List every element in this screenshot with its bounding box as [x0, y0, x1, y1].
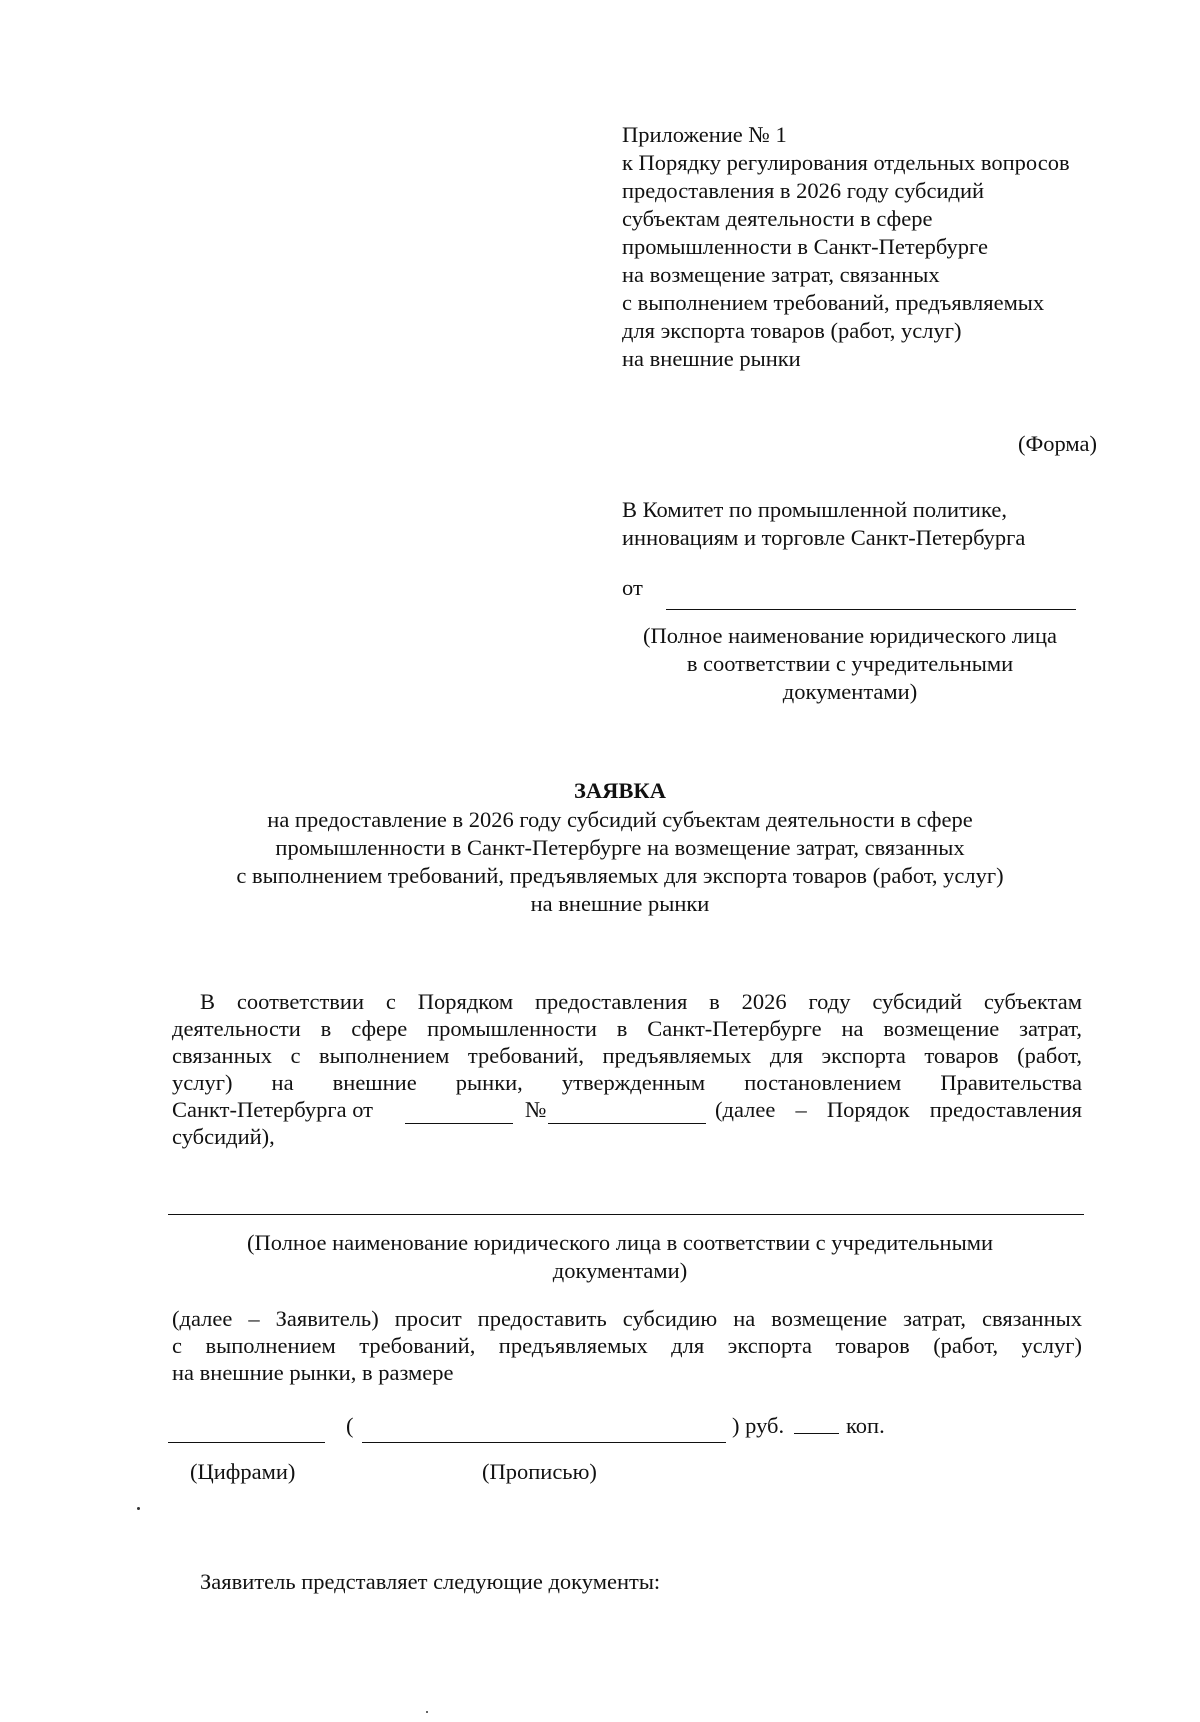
- kop-blank-line[interactable]: [794, 1433, 839, 1434]
- addressee-line: В Комитет по промышленной политике,: [622, 497, 1007, 522]
- number-blank-line[interactable]: [548, 1123, 706, 1124]
- applicant-hint-line: документами): [552, 1258, 688, 1283]
- applicant-hint-line: (Полное наименование юридического лица в соответствии с учредительными: [247, 1230, 993, 1255]
- documents-intro: Заявитель представляет следующие документы:: [200, 1569, 661, 1594]
- paragraph-line: В соответствии с Порядком предоставления в 2026 году субсидий субъектам: [200, 989, 1082, 1014]
- form-label: (Форма): [1018, 431, 1097, 456]
- appendix-line: с выполнением требований, предъявляемых: [622, 290, 1045, 315]
- paragraph-line-end: (далее – Порядок предоставления: [715, 1097, 1082, 1122]
- addressee-hint-line: в соответствии с учредительными: [686, 651, 1014, 676]
- appendix-line: субъектам деятельности в сфере: [622, 206, 933, 231]
- addressee-line: инновациям и торговле Санкт-Петербурга: [622, 525, 1026, 550]
- paragraph-line: деятельности в сфере промышленности в Санкт-Петербурге на возмещение затрат,: [172, 1016, 1082, 1041]
- appendix-title: Приложение № 1: [622, 122, 787, 147]
- amount-digits-blank-line[interactable]: [168, 1442, 325, 1443]
- paragraph-line: субсидий),: [172, 1124, 275, 1149]
- appendix-line: для экспорта товаров (работ, услуг): [622, 318, 962, 343]
- addressee-hint-line: документами): [782, 679, 918, 704]
- appendix-line: на внешние рынки: [622, 346, 801, 371]
- appendix-line: промышленности в Санкт-Петербурге: [622, 234, 988, 259]
- heading-line: на предоставление в 2026 году субсидий субъектам деятельности в сфере: [267, 807, 973, 832]
- heading-line: на внешние рынки: [530, 891, 710, 916]
- paragraph-line: связанных с выполнением требований, предъявляемых для экспорта товаров (работ,: [172, 1043, 1082, 1068]
- applicant-name-blank-line[interactable]: [168, 1214, 1084, 1215]
- paragraph-line: на внешние рынки, в размере: [172, 1360, 454, 1385]
- appendix-line: на возмещение затрат, связанных: [622, 262, 940, 287]
- number-sign: №: [525, 1097, 547, 1122]
- rub-label: ) руб.: [732, 1413, 785, 1438]
- kop-label: коп.: [846, 1413, 885, 1438]
- scan-speck: [426, 1711, 428, 1713]
- appendix-line: предоставления в 2026 году субсидий: [622, 178, 985, 203]
- paragraph-line: (далее – Заявитель) просит предоставить субсидию на возмещение затрат, связанных: [172, 1306, 1082, 1331]
- document-title: ЗАЯВКА: [574, 778, 666, 803]
- words-caption: (Прописью): [482, 1459, 597, 1484]
- amount-words-blank-line[interactable]: [362, 1442, 726, 1443]
- digits-caption: (Цифрами): [190, 1459, 296, 1484]
- from-blank-line[interactable]: [666, 609, 1076, 610]
- date-blank-line[interactable]: [405, 1123, 513, 1124]
- from-label: от: [622, 575, 643, 600]
- paragraph-line: с выполнением требований, предъявляемых для экспорта товаров (работ, услуг): [172, 1333, 1082, 1358]
- heading-line: промышленности в Санкт-Петербурге на возмещение затрат, связанных: [275, 835, 965, 860]
- scan-speck: [137, 1507, 140, 1510]
- appendix-line: к Порядку регулирования отдельных вопросов: [622, 150, 1070, 175]
- paragraph-line: услуг) на внешние рынки, утвержденным постановлением Правительства: [172, 1070, 1082, 1095]
- addressee-hint-line: (Полное наименование юридического лица: [642, 623, 1057, 648]
- open-paren: (: [346, 1413, 354, 1438]
- paragraph-line-start: Санкт-Петербурга от: [172, 1097, 374, 1122]
- heading-line: с выполнением требований, предъявляемых для экспорта товаров (работ, услуг): [236, 863, 1004, 888]
